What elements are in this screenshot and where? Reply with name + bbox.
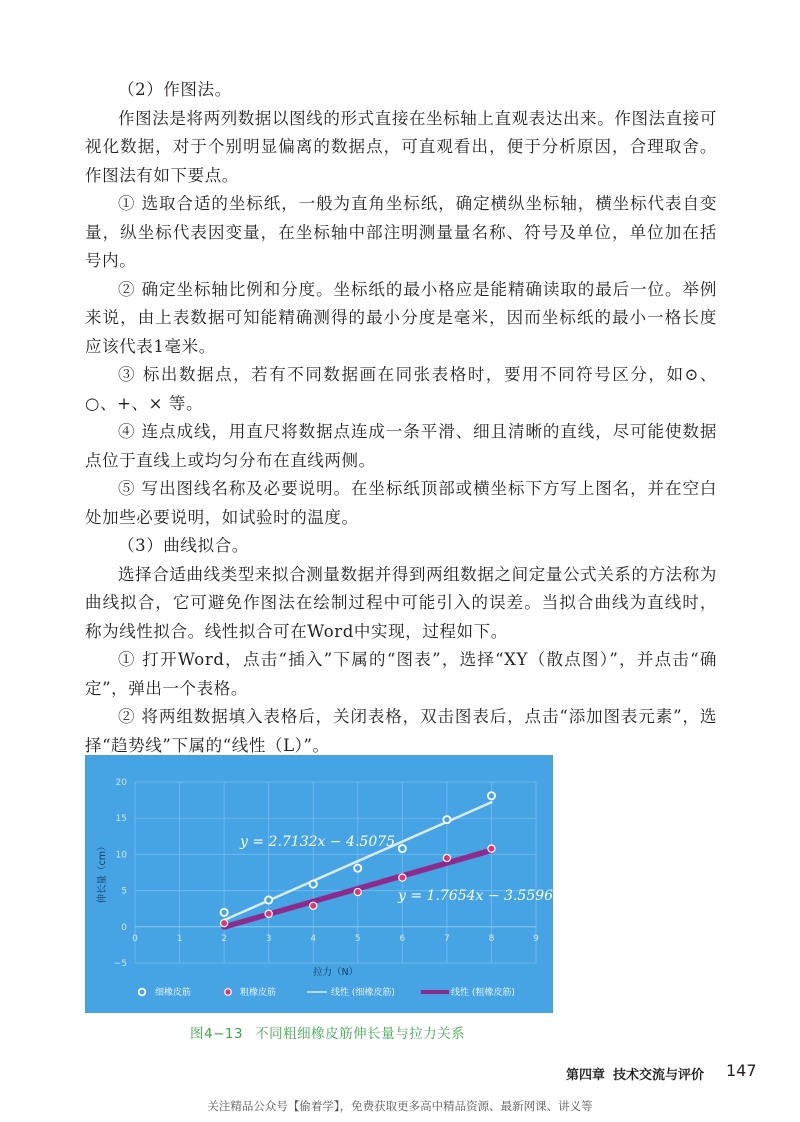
chapter-label: 第四章 — [566, 1068, 606, 1083]
data-point — [443, 816, 450, 823]
legend-marker — [139, 989, 146, 996]
y-axis-title: 伸长量（cm） — [97, 841, 108, 904]
figure-caption — [190, 1022, 477, 1042]
data-point — [265, 910, 272, 917]
y-tick-label: −5 — [113, 959, 127, 969]
x-tick-label: 7 — [444, 933, 450, 944]
x-tick-label: 6 — [399, 933, 406, 944]
legend-label: 线性 (粗橡皮筋) — [451, 988, 515, 998]
chart-svg — [85, 755, 553, 1013]
y-tick-label: 20 — [115, 778, 127, 788]
paragraph: （3）曲线拟合。 — [118, 536, 249, 555]
x-tick-label: 1 — [176, 933, 183, 944]
x-tick-label: 5 — [354, 933, 361, 944]
legend-marker — [225, 989, 232, 996]
paragraph: ② 将两组数据填入表格后，关闭表格，双击图表后，点击“添加图表元素”，选择“趋势线”下属的“线性（L）”。 — [85, 707, 717, 755]
chapter-header — [566, 1064, 704, 1083]
paragraph: ④ 连点成线，用直尺将数据点连成一条平滑、细且清晰的直线，尽可能使数据点位于直线上或均匀分布在直线两侧。 — [85, 422, 717, 470]
x-axis-title: 拉力（N） — [312, 967, 359, 978]
legend-label: 细橡皮筋 — [155, 988, 192, 998]
x-tick-label: 3 — [265, 933, 272, 944]
paragraph: ① 打开Word，点击“插入”下属的“图表”，选择“XY（散点图）”，并点击“确定”，弹出一个表格。 — [85, 650, 717, 698]
trendline-equation: y = 1.7654x − 3.5596 — [398, 888, 553, 904]
data-point — [354, 888, 361, 895]
page-number: 147 — [726, 1061, 757, 1080]
body-text — [85, 76, 717, 760]
paragraph: ② 确定坐标轴比例和分度。坐标纸的最小格应是能精确读取的最后一位。举例来说，由上表数据可知能精确测得的最小分度是毫米，因而坐标纸的最小一格长度应该代表1毫米。 — [85, 279, 717, 356]
data-point — [221, 909, 228, 916]
paragraph: 选择合适曲线类型来拟合测量数据并得到两组数据之间定量公式关系的方法称为曲线拟合，它可避免作图法在绘制过程中可能引入的误差。当拟合曲线为直线时，称为线性拟合。线性拟合可在Word中实现，过程如下。 — [85, 564, 717, 641]
data-point — [488, 845, 495, 852]
data-point — [310, 880, 317, 887]
y-tick-label: 0 — [121, 922, 127, 933]
y-tick-label: 15 — [115, 814, 127, 825]
chapter-title: 技术交流与评价 — [613, 1068, 705, 1083]
x-tick-label: 2 — [221, 933, 227, 944]
paragraph: ⑤ 写出图线名称及必要说明。在坐标纸顶部或横坐标下方写上图名，并在空白处加些必要说明，如试验时的温度。 — [85, 479, 717, 527]
data-point — [354, 865, 361, 872]
data-point — [443, 854, 450, 861]
scatter-chart — [85, 755, 553, 1013]
data-point — [265, 896, 272, 903]
legend-label: 线性 (细橡皮筋) — [331, 988, 395, 998]
paragraph: ③ 标出数据点，若有不同数据画在同张表格时，要用不同符号区分，如⊙、○、+、× 等。 — [85, 365, 717, 413]
data-point — [399, 845, 406, 852]
x-tick-label: 9 — [533, 933, 539, 944]
y-tick-label: 5 — [121, 886, 127, 897]
x-tick-label: 0 — [132, 933, 138, 944]
legend-label: 粗橡皮筋 — [240, 988, 277, 998]
paragraph: ① 选取合适的坐标纸，一般为直角坐标纸，确定横纵坐标轴，横坐标代表自变量，纵坐标代表因变量，在坐标轴中部注明测量量名称、符号及单位，单位加在括号内。 — [85, 194, 717, 270]
trendline-equation: y = 2.7132x − 4.5075 — [240, 834, 396, 850]
x-tick-label: 4 — [310, 933, 317, 944]
data-point — [221, 920, 228, 927]
paragraph: 作图法是将两列数据以图线的形式直接在坐标轴上直观表达出来。作图法直接可视化数据，对于个别明显偏离的数据点，可直观看出，便于分析原因，合理取舍。作图法有如下要点。 — [85, 108, 717, 185]
paragraph: （2）作图法。 — [118, 80, 232, 99]
figure-number: 图4−13 — [190, 1026, 244, 1042]
data-point — [399, 874, 406, 881]
y-tick-label: 10 — [115, 850, 127, 861]
x-tick-label: 8 — [488, 933, 495, 944]
data-point — [488, 792, 495, 799]
figure-title: 不同粗细橡皮筋伸长量与拉力关系 — [255, 1026, 466, 1042]
footer-note: 关注精品公众号【偷着学】，免费获取更多高中精品资源、最新网课、讲义等 — [207, 1099, 593, 1113]
data-point — [310, 902, 317, 909]
